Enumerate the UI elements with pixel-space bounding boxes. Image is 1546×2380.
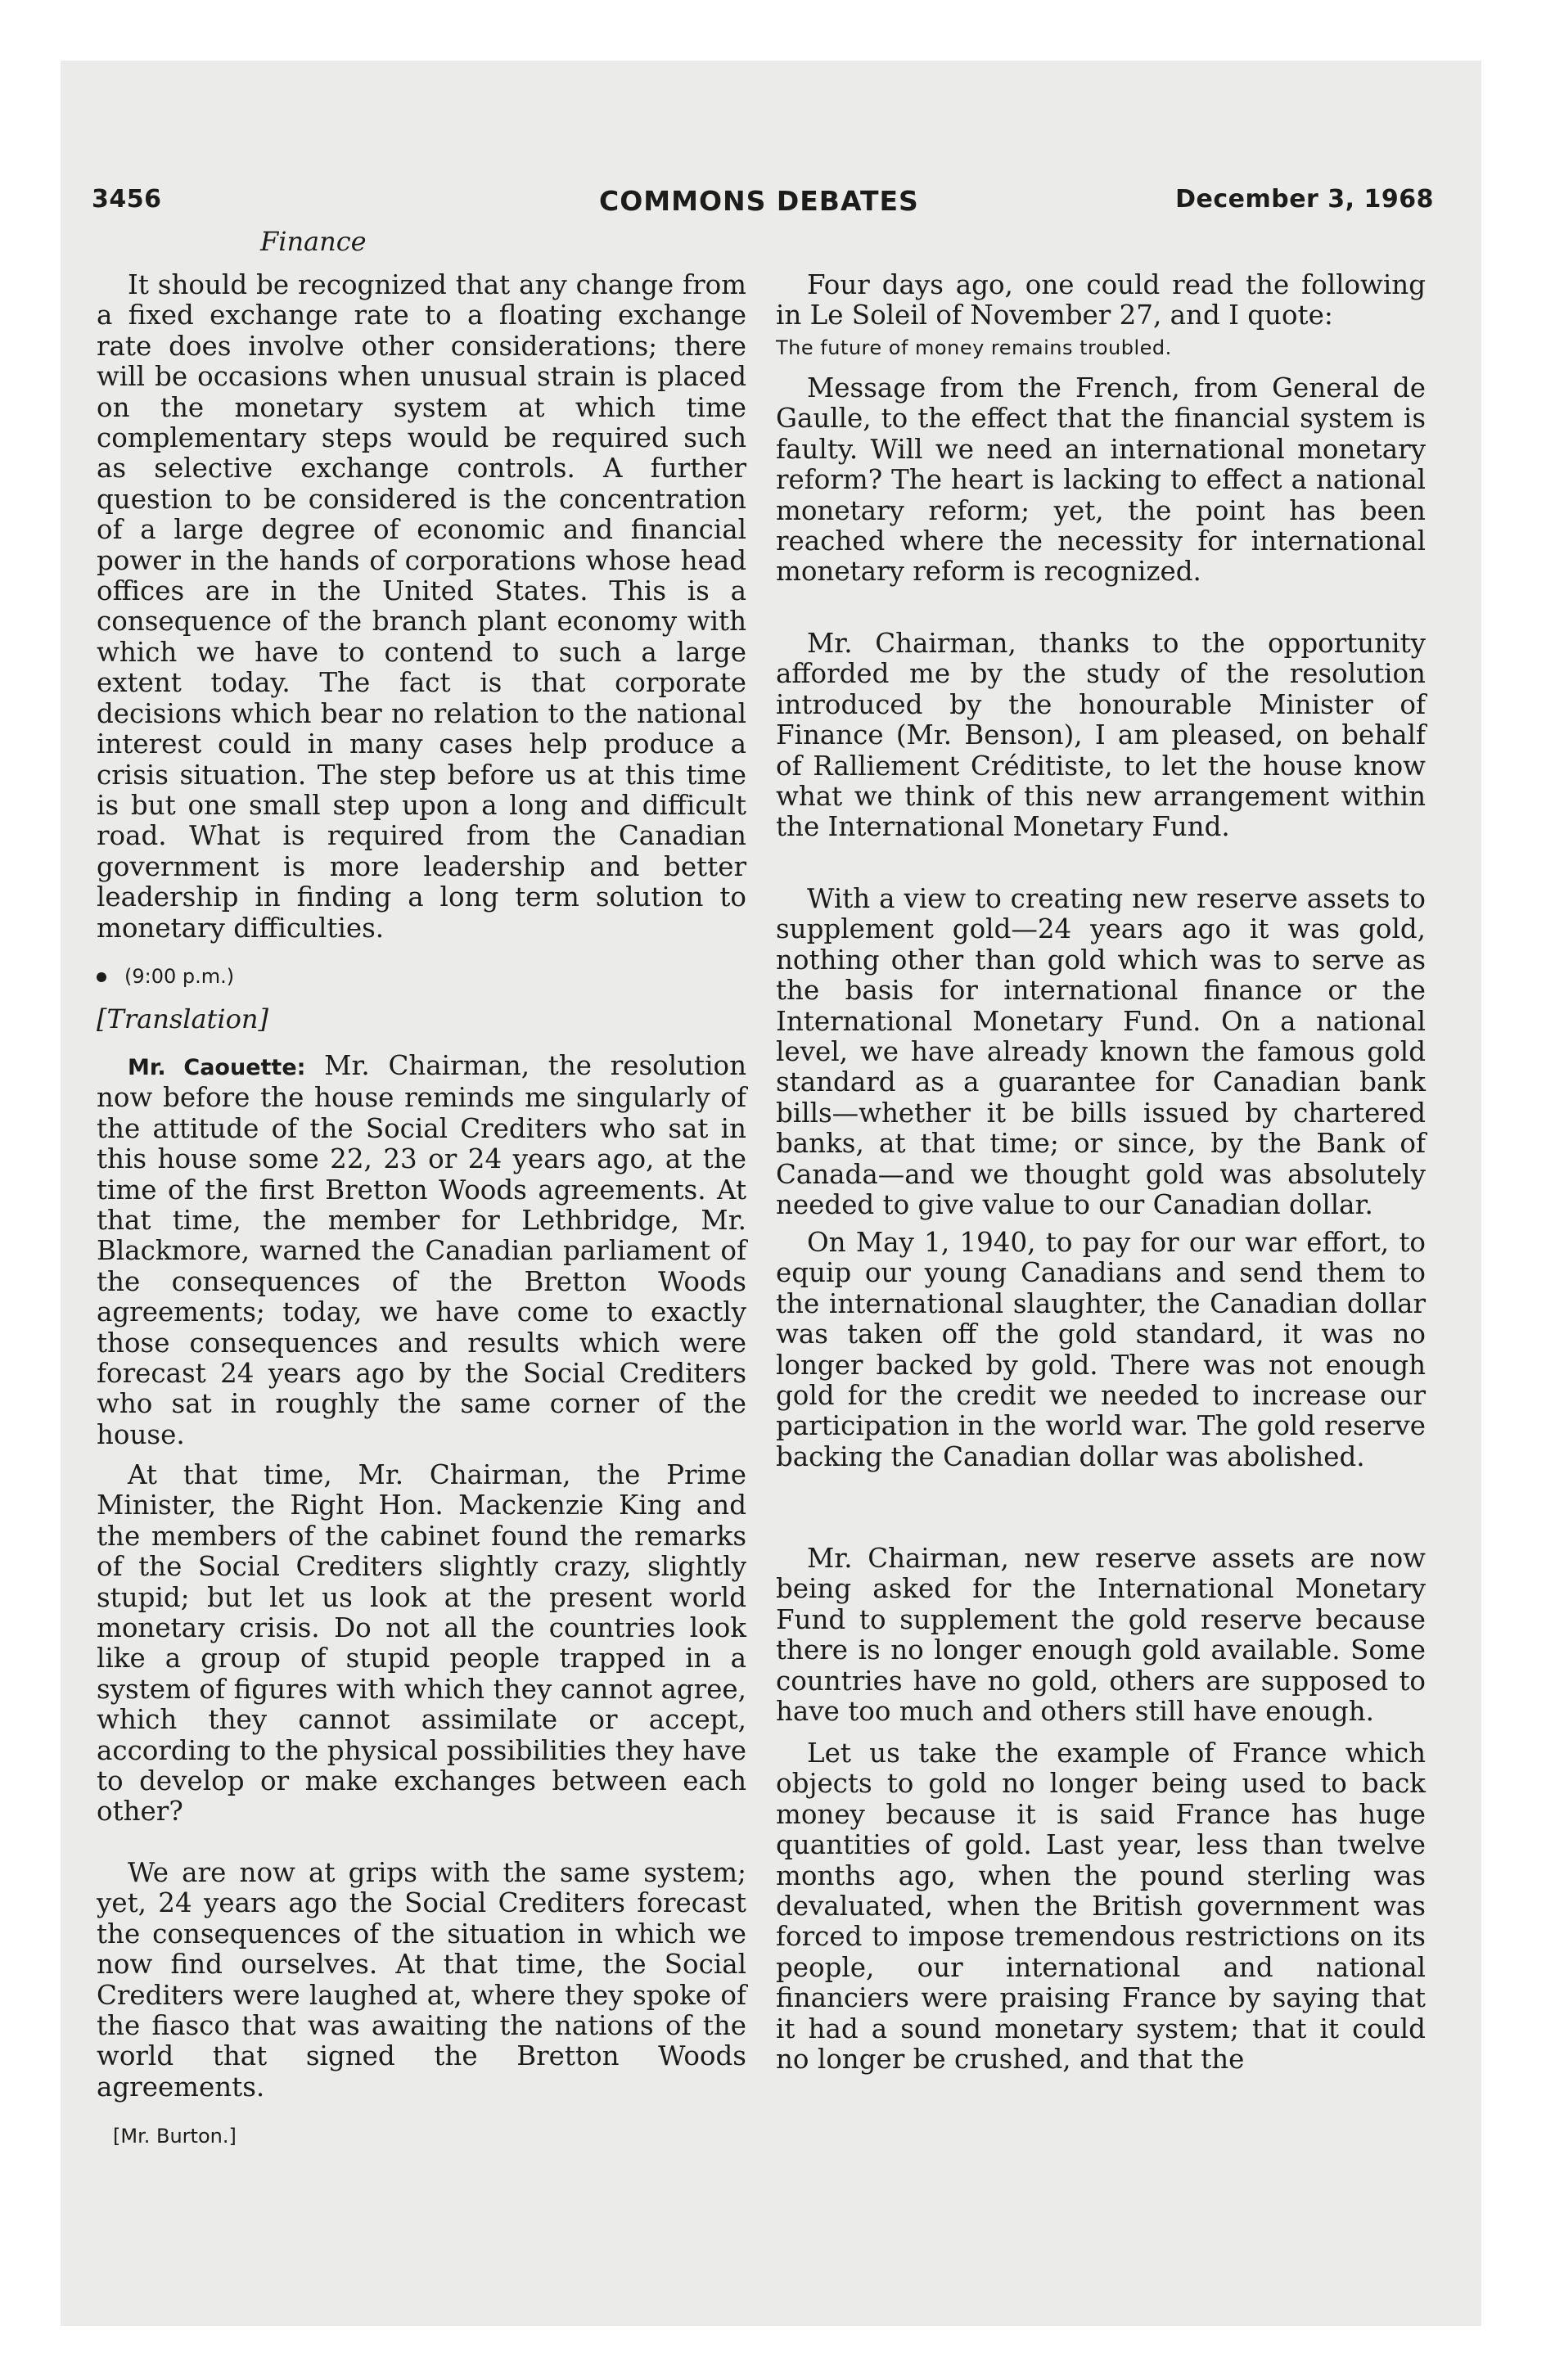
paragraph: We are now at grips with the same system; yet, 24 years ago the Social Crediters forecast the consequences of the situation in which we now find ourselves. At that time, the Social Crediters were laughed at, where they spoke of the fiasco that was awaiting the nations of the world that signed the Bretton Woods agreements. [97, 1857, 746, 2103]
time-stamp: (9:00 p.m.) [124, 965, 235, 988]
paragraph: On May 1, 1940, to pay for our war effort, to equip our young Canadians and send them to the international slaughter, the Canadian dollar was taken off the gold standard, it was no longer backed by gold. There was not enough gold for the credit we needed to increase our participation in the world war. The gold reserve backing the Canadian dollar was abolished. [776, 1227, 1426, 1472]
bullet-icon [97, 972, 106, 982]
paragraph: It should be recognized that any change from a fixed exchange rate to a floating exchange rate does involve other considerations; there will be occasions when unusual strain is placed on the monetary system at which time complementary steps would be required such as selective exchange controls. A further question to be considered is the concentration of a large degree of economic and financial power in the hands of corporations whose head offices are in the United States. This is a consequence of the branch plant economy with which we have to contend to such a large extent today. The fact is that corporate decisions which bear no relation to the national interest could in many cases help produce a crisis situation. The step before us at this time is but one small step upon a long and difficult road. What is required from the Canadian government is more leadership and better leadership in finding a long term solution to monetary difficulties. [97, 269, 746, 944]
page-header [92, 185, 1434, 226]
topic-heading: Finance [260, 226, 367, 257]
publication-date: December 3, 1968 [1175, 185, 1434, 214]
speaker-name: Mr. Caouette: [128, 1055, 306, 1080]
paragraph: Let us take the example of France which objects to gold no longer being used to back money because it is said France has huge quantities of gold. Last year, less than twelve months ago, when the pound sterling was devaluated, when the British government was forced to impose tremendous restrictions on its people, our international and national financiers were praising France by saying that it had a sound monetary system; that it could no longer be crushed, and that the [776, 1738, 1426, 2076]
paragraph: With a view to creating new reserve assets to supplement gold—24 years ago it was gold, nothing other than gold which was to serve as the basis for international finance or the International Monetary Fund. On a national level, we have already known the famous gold standard as a guarantee for Canadian bank bills—whether it be bills issued by chartered banks, at that time; or since, by the Bank of Canada—and we thought gold was absolutely needed to give value to our Canadian dollar. [776, 883, 1426, 1221]
paragraph: Mr. Chairman, thanks to the opportunity afforded me by the study of the resolution introduced by the honourable Minister of Finance (Mr. Benson), I am pleased, on behalf of Ralliement Créditiste, to let the house know what we think of this new arrangement within the International Monetary Fund. [776, 628, 1426, 843]
speech-text: Mr. Chairman, the resolution now before the house reminds me singularly of the attitude of the Social Crediters who sat in this house some 22, 23 or 24 years ago, at the time of the first Bretton Woods agreements. At that time, the member for Lethbridge, Mr. Blackmore, warned the Canadian parliament of the consequences of the Bretton Woods agreements; today, we have come to exactly those consequences and results which were forecast 24 years ago by the Social Crediters who sat in roughly the same corner of the house. [97, 1050, 746, 1450]
paragraph: At that time, Mr. Chairman, the Prime Minister, the Right Hon. Mackenzie King and the members of the cabinet found the remarks of the Social Crediters slightly crazy, slightly stupid; but let us look at the present world monetary crisis. Do not all the countries look like a group of stupid people trapped in a system of figures with which they cannot agree, which they cannot assimilate or accept, according to the physical possibilities they have to develop or make exchanges between each other? [97, 1459, 746, 1828]
time-marker [97, 964, 342, 989]
paragraph: Four days ago, one could read the following in Le Soleil of November 27, and I quote: [776, 269, 1426, 331]
publication-title: COMMONS DEBATES [599, 185, 919, 217]
page-number: 3456 [92, 185, 162, 214]
paragraph [97, 1051, 746, 1450]
paragraph: Message from the French, from General de Gaulle, to the effect that the financial system is faulty. Will we need an international monetary reform? The heart is lacking to effect a national monetary reform; yet, the point has been reached where the necessity for international monetary reform is recognized. [776, 372, 1426, 588]
continuation-note: [Mr. Burton.] [113, 2125, 237, 2148]
translation-label: [Translation] [97, 1003, 268, 1034]
paragraph: Mr. Chairman, new reserve assets are now being asked for the International Monetary Fund to supplement the gold reserve because there is no longer enough gold available. Some countries have no gold, others are supposed to have too much and others still have enough. [776, 1543, 1426, 1728]
block-quote: The future of money remains troubled. [776, 336, 1172, 359]
